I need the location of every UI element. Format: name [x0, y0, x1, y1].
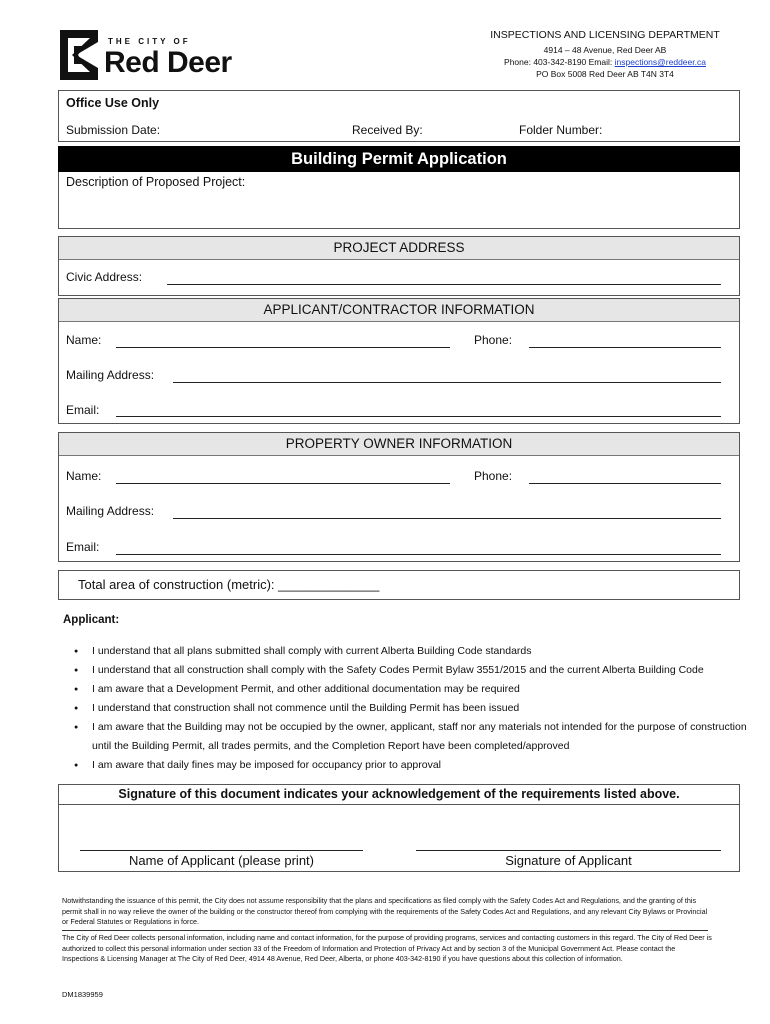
- applicant-name-label: Name:: [66, 333, 102, 347]
- applicant-heading: APPLICANT/CONTRACTOR INFORMATION: [59, 299, 739, 322]
- applicant-mailing-label: Mailing Address:: [66, 368, 155, 382]
- owner-email-label: Email:: [66, 540, 100, 554]
- signature-caption: Signature of Applicant: [505, 853, 632, 868]
- department-contact: [470, 57, 740, 68]
- owner-mailing-field[interactable]: [173, 518, 721, 519]
- acknowledgement-item: ● I understand that construction shall not commence until the Building Permit has been issued: [72, 699, 752, 718]
- owner-phone-field[interactable]: [529, 483, 721, 484]
- total-area-label: Total area of construction (metric): ______________: [78, 577, 380, 592]
- project-address-heading: PROJECT ADDRESS: [59, 237, 739, 260]
- red-deer-logo-icon: [58, 28, 102, 82]
- signature-heading: Signature of this document indicates your acknowledgement of the requirements listed above.: [58, 784, 740, 805]
- owner-section: [58, 432, 740, 562]
- department-title: INSPECTIONS AND LICENSING DEPARTMENT: [490, 29, 720, 41]
- folder-number-label: Folder Number:: [519, 123, 603, 137]
- acknowledgement-list: [72, 642, 752, 775]
- form-title: Building Permit Application: [58, 146, 740, 172]
- submission-date-label: Submission Date:: [66, 123, 161, 137]
- fine-print-divider: [62, 930, 708, 931]
- department-address: 4914 – 48 Avenue, Red Deer AB: [543, 45, 667, 55]
- department-phone: Phone: 403-342-8190 Email:: [504, 57, 613, 67]
- received-by-label: Received By:: [352, 123, 423, 137]
- owner-phone-label: Phone:: [474, 469, 513, 483]
- logo-city-name: Red Deer: [104, 46, 232, 79]
- applicant-section: [58, 298, 740, 424]
- applicant-email-field[interactable]: [116, 416, 721, 417]
- project-address-section: [58, 236, 740, 296]
- civic-address-field[interactable]: [167, 284, 721, 285]
- applicant-heading-text: Applicant:: [63, 614, 120, 626]
- applicant-print-name-field[interactable]: [80, 850, 363, 851]
- acknowledgement-item: ● I am aware that daily fines may be imposed for occupancy prior to approval: [72, 756, 752, 775]
- owner-name-label: Name:: [66, 469, 102, 483]
- owner-mailing-label: Mailing Address:: [66, 504, 155, 518]
- owner-heading: PROPERTY OWNER INFORMATION: [59, 433, 739, 456]
- acknowledgement-item: ● I am aware that a Development Permit, and other additional documentation may be required: [72, 680, 752, 699]
- office-use-title: Office Use Only: [66, 96, 160, 110]
- applicant-email-label: Email:: [66, 403, 100, 417]
- description-label: Description of Proposed Project:: [66, 175, 246, 189]
- owner-email-field[interactable]: [116, 554, 721, 555]
- civic-address-label: Civic Address:: [66, 270, 143, 284]
- name-caption: Name of Applicant (please print): [129, 853, 314, 868]
- department-po-box: PO Box 5008 Red Deer AB T4N 3T4: [536, 69, 674, 79]
- disclaimer-text: Notwithstanding the issuance of this permit, the City does not assume responsibility that the plans and specifications as filed comply with the Safety Codes Act and Regulations, and the granting of this permit shall in no way relieve the owner of the building or the constructor thereof from complying with the requirements of the Safety Codes Act and Regulations, and any relevant City Bylaws or Provincial or Federal Statutes or Regulations in force.: [62, 896, 708, 926]
- document-id: DM1839959: [62, 990, 103, 999]
- privacy-text: The City of Red Deer collects personal information, including name and contact information, for the purpose of providing programs, services and contacting customers in this regard. The City of Red Deer is authorized to collect this personal information under section 33 of the Freedom of Information and Protection of Privacy Act and by section 3 of the Municipal Government Act. Please contact the Inspections & Licensing Manager at The City of Red Deer, 4914 48 Avenue, Red Deer, Alberta, or phone 403-342-8190 if you have questions about this collection of information.: [62, 933, 712, 963]
- acknowledgement-item: ● I understand that all plans submitted shall comply with current Alberta Building Code standards: [72, 642, 752, 661]
- logo-small-text: THE CITY OF: [108, 37, 191, 46]
- applicant-phone-label: Phone:: [474, 333, 513, 347]
- applicant-name-field[interactable]: [116, 347, 450, 348]
- applicant-phone-field[interactable]: [529, 347, 721, 348]
- owner-name-field[interactable]: [116, 483, 450, 484]
- applicant-mailing-field[interactable]: [173, 382, 721, 383]
- acknowledgement-item: ● I understand that all construction shall comply with the Safety Codes Permit Bylaw 3551/2015 and the current Alberta Building Code: [72, 661, 752, 680]
- acknowledgement-item: ● I am aware that the Building may not be occupied by the owner, applicant, staff nor any materials not intended for the purpose of construction until the Building Permit, all trades permits, and the Completion Report have been completed/approved: [72, 718, 752, 756]
- applicant-signature-field[interactable]: [416, 850, 721, 851]
- department-email-link[interactable]: inspections@reddeer.ca: [614, 57, 706, 67]
